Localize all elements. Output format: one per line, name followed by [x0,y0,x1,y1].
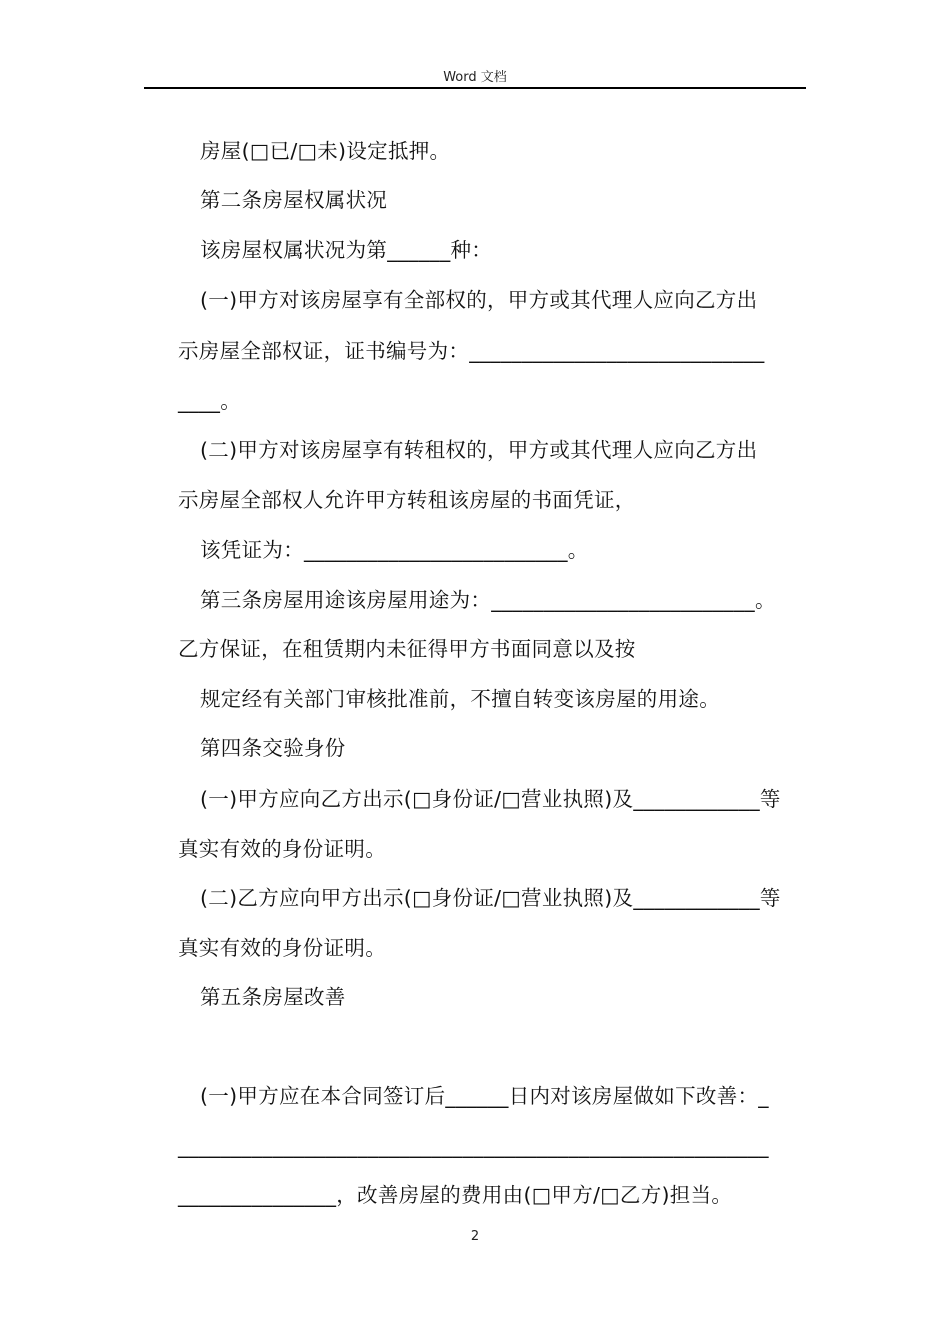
paragraph-line: 该凭证为：_________________________。 [200,538,589,562]
paragraph-line: 真实有效的身份证明。 [178,837,386,861]
page-number: 2 [470,1229,480,1244]
paragraph-line: 房屋(□已/□未)设定抵押。 [200,139,451,163]
section-heading: 第四条交验身份 [200,736,346,760]
paragraph-line: 真实有效的身份证明。 [178,936,386,960]
paragraph-line: ____。 [178,389,241,413]
header-divider [144,87,806,89]
paragraph-line: (二)乙方应向甲方出示(□身份证/□营业执照)及____________等 [200,886,781,910]
paragraph-line: 规定经有关部门审核批准前，不擅自转变该房屋的用途。 [200,687,720,711]
paragraph-line: 该房屋权属状况为第______种： [200,238,493,262]
section-heading: 第三条房屋用途该房屋用途为：_________________________。 [200,588,776,612]
paragraph-line: 乙方保证，在租赁期内未征得甲方书面同意以及按 [178,637,636,661]
paragraph-line: _______________，改善房屋的费用由(□甲方/□乙方)担当。 [178,1183,733,1207]
paragraph-line: ________________________________________________________ [178,1134,769,1158]
paragraph-line: (一)甲方应向乙方出示(□身份证/□营业执照)及____________等 [200,787,781,811]
paragraph-line: 示房屋全部权证，证书编号为：____________________________ [178,339,765,363]
paragraph-line: (一)甲方对该房屋享有全部权的，甲方或其代理人应向乙方出 [200,288,758,312]
paragraph-line: 示房屋全部权人允许甲方转租该房屋的书面凭证， [178,488,636,512]
paragraph-line: (二)甲方对该房屋享有转租权的，甲方或其代理人应向乙方出 [200,438,758,462]
paragraph-line: (一)甲方应在本合同签订后______日内对该房屋做如下改善：_ [200,1084,769,1108]
section-heading: 第二条房屋权属状况 [200,188,388,212]
section-heading: 第五条房屋改善 [200,985,346,1009]
page-header: Word 文档 [443,70,507,85]
